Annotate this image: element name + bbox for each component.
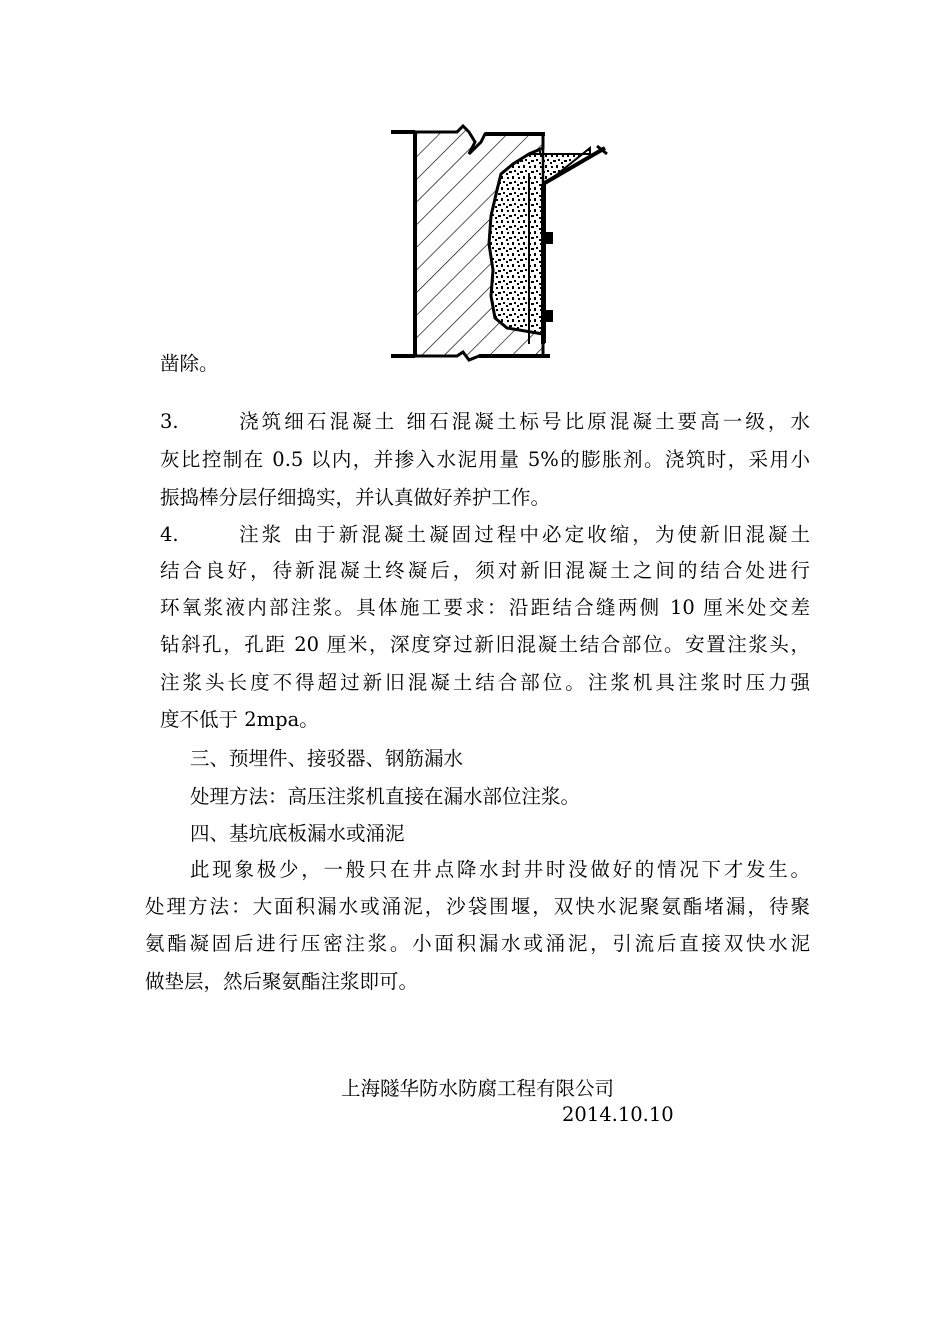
section3-method: 处理方法：高压注浆机直接在漏水部位注浆。 [190, 785, 581, 808]
top-text: 凿除。 [160, 352, 219, 375]
formwork-tie [543, 310, 553, 322]
item3-line-3: 振捣棒分层仔细捣实，并认真做好养护工作。 [160, 486, 551, 509]
formwork-tie [543, 232, 553, 244]
item4-line-2: 结合良好，待新混凝土终凝后，须对新旧混凝土之间的结合处进行 [160, 559, 810, 582]
item4-line-1: 4. 注浆 由于新混凝土凝固过程中必定收缩，为使新旧混凝土 [160, 521, 810, 549]
section4-line-1: 此现象极少，一般只在井点降水封井时没做好的情况下才发生。 [190, 858, 810, 881]
item3-number: 3. [160, 410, 179, 433]
item4-number: 4. [160, 523, 179, 546]
item3-line-2: 灰比控制在 0.5 以内，并掺入水泥用量 5%的膨胀剂。浇筑时，采用小 [160, 448, 810, 471]
item3-line-1: 3. 浇筑细石混凝土 细石混凝土标号比原混凝土要高一级，水 [160, 408, 810, 436]
item4-line-5: 注浆头长度不得超过新旧混凝土结合部位。注浆机具注浆时压力强 [160, 671, 810, 694]
section4-heading: 四、基坑底板漏水或涌泥 [190, 822, 405, 845]
section4-line-4: 做垫层，然后聚氨酯注浆即可。 [145, 970, 419, 993]
company-name: 上海隧华防水防腐工程有限公司 [341, 1077, 615, 1100]
document-date: 2014.10.10 [562, 1103, 674, 1126]
item4-line-3: 环氧浆液内部注浆。具体施工要求：沿距结合缝两侧 10 厘米处交差 [160, 596, 810, 619]
section4-line-2: 处理方法：大面积漏水或涌泥，沙袋围堰，双快水泥聚氨酯堵漏，待聚 [145, 895, 810, 918]
item4-line-4: 钻斜孔，孔距 20 厘米，深度穿过新旧混凝土结合部位。安置注浆头， [160, 633, 810, 656]
wall-repair-diagram [385, 120, 610, 370]
section4-line-3: 氨酯凝固后进行压密注浆。小面积漏水或涌泥，引流后直接双快水泥 [145, 932, 810, 955]
item4-line-6: 度不低于 2mpa。 [160, 708, 319, 731]
section3-heading: 三、预埋件、接驳器、钢筋漏水 [190, 747, 464, 770]
